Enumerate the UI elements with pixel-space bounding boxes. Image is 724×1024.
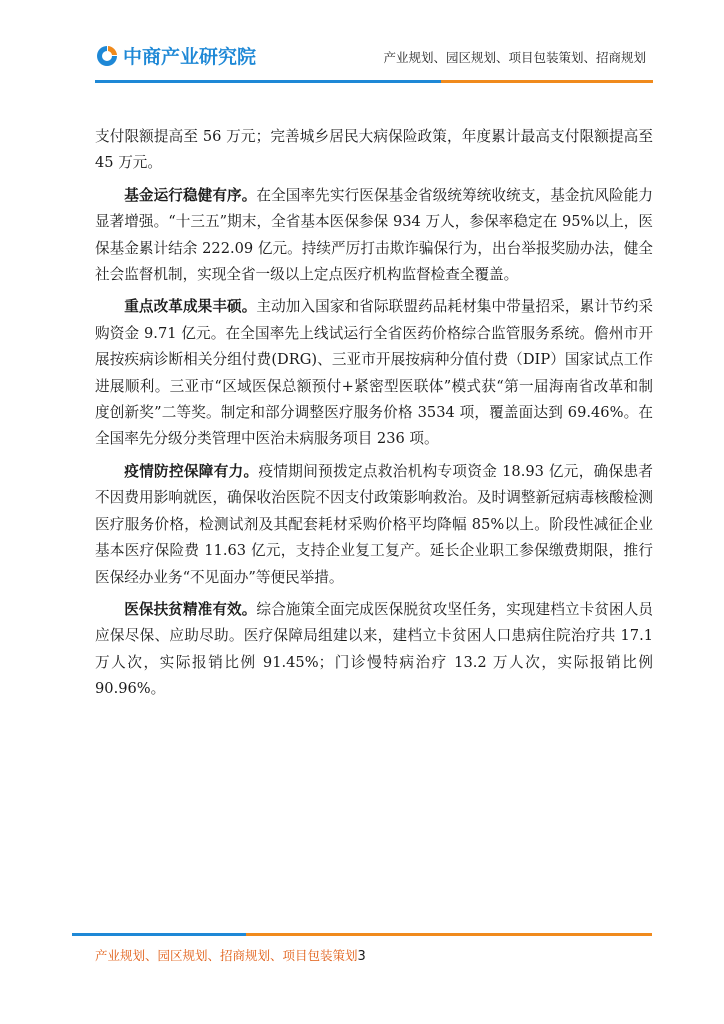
footer-divider [72, 933, 652, 936]
header-divider [95, 80, 653, 83]
paragraph-2: 基金运行稳健有序。在全国率先实行医保基金省级统筹统收统支，基金抗风险能力显著增强。“十三五”期末，全省基本医保参保 934 万人，参保率稳定在 95%以上，医保基金累计结余 222.09 亿元。持续严厉打击欺诈骗保行为，出台举报奖励办法，健全社会监督机制，实现全省一级以上定点医疗机构监督检查全覆盖。 [95, 186, 653, 284]
logo-icon [95, 44, 119, 68]
page-number: 3 [357, 949, 366, 964]
page-footer [95, 946, 366, 964]
paragraph-lead: 重点改革成果丰硕。 [124, 298, 257, 316]
paragraph-5: 医保扶贫精准有效。综合施策全面完成医保脱贫攻坚任务，实现建档立卡贫困人员应保尽保、应助尽助。医疗保障局组建以来，建档立卡贫困人口患病住院治疗共 17.1 万人次，实际报销比例 91.45%；门诊慢特病治疗 13.2 万人次，实际报销比例 90.96%。 [95, 600, 653, 698]
paragraph-3: 重点改革成果丰硕。主动加入国家和省际联盟药品耗材集中带量招采，累计节约采购资金 9.71 亿元。在全国率先上线试运行全省医药价格综合监管服务系统。儋州市开展按疾病诊断相关分组付费(DRG)、三亚市开展按病种分值付费（DIP）国家试点工作进展顺利。三亚市“区域医保总额预付+紧密型医联体”模式获“第一届海南省改革和制度创新奖”二等奖。制定和部分调整医疗服务价格 3534 项，覆盖面达到 69.46%。在全国率先分级分类管理中医治未病服务项目 236 项。 [95, 298, 653, 448]
document-body [95, 124, 653, 709]
page-header [0, 0, 724, 80]
header-tagline: 产业规划、园区规划、项目包装策划、招商规划 [383, 50, 646, 65]
paragraph-lead: 基金运行稳健有序。 [124, 186, 257, 204]
paragraph-lead: 疫情防控保障有力。 [124, 462, 259, 480]
company-logo [95, 42, 256, 69]
paragraph-4: 疫情防控保障有力。疫情期间预拨定点救治机构专项资金 18.93 亿元，确保患者不因费用影响就医，确保收治医院不因支付政策影响救治。及时调整新冠病毒核酸检测医疗服务价格，检测试剂及其配套耗材采购价格平均降幅 85%以上。阶段性减征企业基本医疗保险费 11.63 亿元，支持企业复工复产。延长企业职工参保缴费期限，推行医保经办业务“不见面办”等便民举措。 [95, 462, 653, 586]
logo-text: 中商产业研究院 [123, 46, 257, 68]
paragraph-1: 支付限额提高至 56 万元；完善城乡居民大病保险政策，年度累计最高支付限额提高至 45 万元。 [95, 128, 653, 172]
paragraph-lead: 医保扶贫精准有效。 [124, 600, 257, 618]
footer-text: 产业规划、园区规划、招商规划、项目包装策划 [95, 948, 358, 963]
